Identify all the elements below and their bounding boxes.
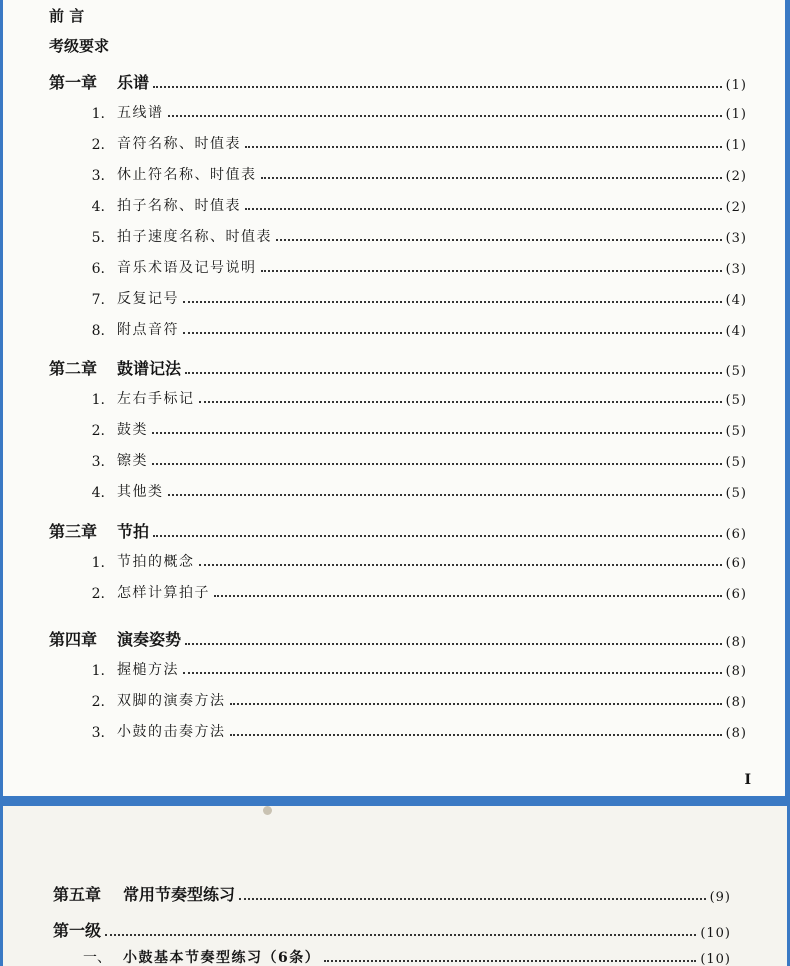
section-number: 8. xyxy=(91,323,105,339)
dot-leader xyxy=(230,734,722,736)
dot-leader xyxy=(261,270,722,272)
section-title: 怎样计算拍子 xyxy=(117,585,210,601)
page-ref: (8) xyxy=(725,695,747,710)
toc-chapter-row xyxy=(53,882,731,905)
dot-leader xyxy=(152,463,722,465)
section-title: 音符名称、时值表 xyxy=(117,136,241,152)
toc-chapter-row xyxy=(49,627,747,650)
dot-leader xyxy=(168,115,722,117)
page-ref: (2) xyxy=(725,169,747,184)
section-number: 3. xyxy=(91,725,105,741)
page-ref: (10) xyxy=(700,952,731,966)
dot-leader xyxy=(199,564,722,566)
dot-leader xyxy=(168,494,722,496)
toc-section-row xyxy=(81,690,747,710)
page-ref: (5) xyxy=(725,393,747,408)
toc-level-row xyxy=(53,918,731,941)
exam-requirements-heading: 考级要求 xyxy=(49,37,110,55)
dot-leader xyxy=(185,643,722,645)
toc-section-row xyxy=(81,288,747,308)
section-title: 其他类 xyxy=(117,484,164,500)
page-ref: (4) xyxy=(725,324,747,339)
toc-chapter-row xyxy=(49,70,747,93)
dot-leader xyxy=(261,177,722,179)
section-title: 休止符名称、时值表 xyxy=(117,167,257,183)
page-ref: (10) xyxy=(700,926,731,941)
toc-section-row xyxy=(81,102,747,122)
dot-leader xyxy=(183,672,722,674)
chapter-title: 常用节奏型练习 xyxy=(123,885,236,904)
section-title: 左右手标记 xyxy=(117,391,195,407)
toc-section-row xyxy=(81,133,747,153)
dot-leader xyxy=(153,535,722,537)
toc-page-2 xyxy=(3,806,787,966)
dot-leader xyxy=(245,146,722,148)
section-title: 反复记号 xyxy=(117,291,179,307)
page-ref: (3) xyxy=(725,231,747,246)
section-title: 五线谱 xyxy=(117,105,164,121)
dot-leader xyxy=(105,934,696,936)
dot-leader xyxy=(153,86,722,88)
dot-leader xyxy=(199,401,722,403)
dot-leader xyxy=(185,372,722,374)
toc-section-row xyxy=(81,257,747,277)
section-number: 2. xyxy=(91,694,105,710)
chapter-number: 第四章 xyxy=(49,630,98,649)
level-title: 第一级 xyxy=(53,921,102,940)
toc-section-row xyxy=(81,164,747,184)
section-title: 鼓类 xyxy=(117,422,148,438)
toc-section-row xyxy=(81,551,747,571)
chapter-number: 第一章 xyxy=(49,73,98,92)
page-ref: (1) xyxy=(725,107,747,122)
section-number: 1. xyxy=(91,392,105,408)
page-ref: (6) xyxy=(725,587,747,602)
page-ref: (5) xyxy=(725,364,747,379)
page-ref: (3) xyxy=(725,262,747,277)
page-ref: (5) xyxy=(725,424,747,439)
section-number: 1. xyxy=(91,555,105,571)
toc-section-row xyxy=(81,388,747,408)
toc-chapter-row xyxy=(49,356,747,379)
toc-chapter-row xyxy=(49,519,747,542)
section-number: 5. xyxy=(91,230,105,246)
page-ref: (9) xyxy=(709,890,731,905)
toc-section-row xyxy=(81,195,747,215)
toc-section-row xyxy=(81,419,747,439)
section-title: 拍子名称、时值表 xyxy=(117,198,241,214)
page-ref: (1) xyxy=(725,78,747,93)
toc-section-row xyxy=(81,721,747,741)
section-title: 镲类 xyxy=(117,453,148,469)
paper-mark xyxy=(263,806,272,815)
toc-page-1 xyxy=(3,0,785,796)
dot-leader xyxy=(183,301,722,303)
toc-section-row xyxy=(81,226,747,246)
section-title: 音乐术语及记号说明 xyxy=(117,260,257,276)
chapter-number: 第三章 xyxy=(49,522,98,541)
dot-leader xyxy=(230,703,722,705)
chapter-title: 鼓谱记法 xyxy=(117,359,182,378)
preface-heading: 前 言 xyxy=(49,7,85,25)
chapter-title: 乐谱 xyxy=(117,73,150,92)
section-number: 一、 xyxy=(83,950,111,966)
chapter-title: 演奏姿势 xyxy=(117,630,182,649)
dot-leader xyxy=(183,332,722,334)
section-title: 握槌方法 xyxy=(117,662,179,678)
page-ref: (8) xyxy=(725,726,747,741)
toc-section-row xyxy=(81,659,747,679)
toc-section-row xyxy=(81,450,747,470)
dot-leader xyxy=(152,432,722,434)
section-number: 3. xyxy=(91,168,105,184)
section-number: 4. xyxy=(91,199,105,215)
section-number: 6. xyxy=(91,261,105,277)
toc-section-row xyxy=(81,481,747,501)
dot-leader xyxy=(214,595,722,597)
section-number: 1. xyxy=(91,106,105,122)
toc-section-row xyxy=(81,582,747,602)
section-title: 小鼓的击奏方法 xyxy=(117,724,226,740)
section-number: 2. xyxy=(91,423,105,439)
page-ref: (1) xyxy=(725,138,747,153)
section-title: 节拍的概念 xyxy=(117,554,195,570)
section-number: 4. xyxy=(91,485,105,501)
page-ref: (6) xyxy=(725,527,747,542)
chapter-number: 第五章 xyxy=(53,885,102,904)
dot-leader xyxy=(239,898,706,900)
page-ref: (8) xyxy=(725,635,747,650)
section-number: 2. xyxy=(91,586,105,602)
toc-section-row xyxy=(81,319,747,339)
page-ref: (5) xyxy=(725,486,747,501)
section-title: 拍子速度名称、时值表 xyxy=(117,229,272,245)
chapter-title: 节拍 xyxy=(117,522,150,541)
page-ref: (6) xyxy=(725,556,747,571)
section-title: 双脚的演奏方法 xyxy=(117,693,226,709)
section-number: 2. xyxy=(91,137,105,153)
dot-leader xyxy=(324,960,696,962)
page-ref: (8) xyxy=(725,664,747,679)
page-ref: (2) xyxy=(725,200,747,215)
section-number: 3. xyxy=(91,454,105,470)
page-ref: (5) xyxy=(725,455,747,470)
page-number: I xyxy=(744,772,751,788)
dot-leader xyxy=(276,239,722,241)
section-number: 1. xyxy=(91,663,105,679)
toc-section-row xyxy=(83,947,731,966)
dot-leader xyxy=(245,208,722,210)
section-title: 附点音符 xyxy=(117,322,179,338)
chapter-number: 第二章 xyxy=(49,359,98,378)
page-ref: (4) xyxy=(725,293,747,308)
section-title: 小鼓基本节奏型练习（6条） xyxy=(123,950,321,966)
section-number: 7. xyxy=(91,292,105,308)
